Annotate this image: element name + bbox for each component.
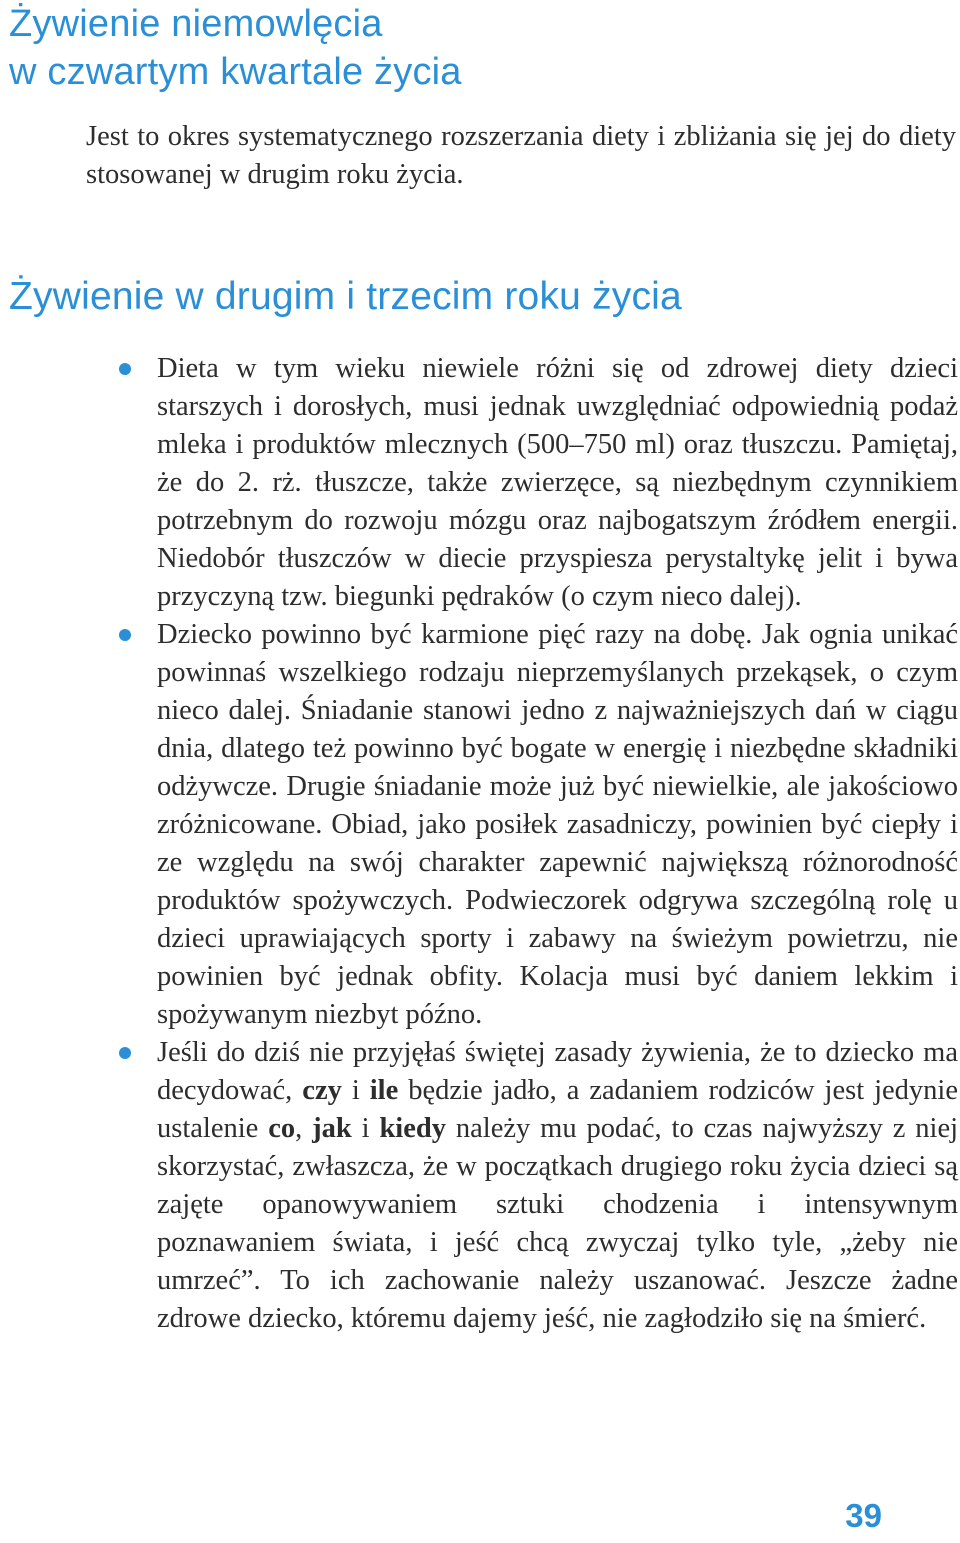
- bold-term: co: [268, 1113, 296, 1144]
- list-item-text-part: ,: [295, 1113, 313, 1144]
- bullet-dot-icon: [119, 363, 131, 375]
- section-title-line-1: Żywienie niemowlęcia: [9, 3, 383, 45]
- page-number: 39: [845, 1497, 882, 1534]
- bold-term: kiedy: [379, 1113, 446, 1144]
- bullet-dot-icon: [119, 629, 131, 641]
- bold-term: jak: [312, 1113, 352, 1144]
- bold-term: ile: [369, 1075, 399, 1106]
- section-title-toddler-nutrition: Żywienie w drugim i trzecim roku życia: [9, 275, 682, 318]
- section-title-line-2: w czwartym kwartale życia: [9, 51, 462, 93]
- list-item: [157, 1034, 958, 1338]
- list-item: [157, 350, 958, 616]
- list-item-text: Dziecko powinno być karmione pięć razy na dobę. Jak ognia unikać powinnaś wszelkiego rodzaju nieprzemyślanych przekąsek, o czym nieco dalej. Śniadanie stanowi jedno z najważniejszych dań w ciągu dnia, dlatego też powinno być bogate w energię i niezbędne składniki odżywcze. Drugie śniadanie może już być niewielkie, ale jakościowo zróżnicowane. Obiad, jako posiłek zasadniczy, powinien być ciepły i ze względu na swój charakter zapewnić największą różnorodność produktów spożywczych. Podwieczorek odgrywa szczególną rolę u dzieci uprawiających sporty i zabawy na świeżym powietrzu, nie powinien być jednak obfity. Kolacja musi być daniem lekkim i spożywanym niezbyt późno.: [157, 619, 958, 1030]
- list-item-text: Dieta w tym wieku niewiele różni się od zdrowej diety dzieci starszych i dorosłych, musi jednak uwzględniać odpowiednią podaż mleka i produktów mlecznych (500–750 ml) oraz tłuszczu. Pamiętaj, że do 2. rż. tłuszcze, także zwierzęce, są niezbędnym czynnikiem potrzebnym do rozwoju mózgu oraz najbogatszym źródłem energii. Niedobór tłuszczów w diecie przyspiesza perystaltykę jelit i bywa przyczyną tzw. biegunki pędraków (o czym nieco dalej).: [157, 353, 958, 612]
- bold-term: czy: [302, 1075, 342, 1106]
- bullet-list: [0, 350, 960, 1338]
- list-item-text-part: należy mu podać, to czas najwyższy z niej skorzystać, zwłaszcza, że w początkach drugiego roku życia dzieci są zajęte opanowywaniem sztuki chodzenia i intensywnym poznawaniem świata, i jeść chcą zwyczaj tylko tyle, „żeby nie umrzeć”. To ich zachowanie należy uszanować. Jeszcze żadne zdrowe dziecko, któremu dajemy jeść, nie zagłodziło się na śmierć.: [157, 1113, 959, 1334]
- list-item-text-part: Jeśli do dziś nie przyjęłaś świętej zasady żywienia, że to dziecko ma decydować,: [157, 1037, 958, 1106]
- list-item-text-part: i: [341, 1075, 370, 1106]
- list-item-text-part: będzie jadło, a zadaniem rodziców jest jedynie ustalenie: [157, 1075, 958, 1144]
- list-item-text-part: i: [351, 1113, 380, 1144]
- section-title-infant-nutrition: [9, 0, 462, 96]
- list-item: [157, 616, 958, 1034]
- bullet-dot-icon: [119, 1047, 131, 1059]
- intro-paragraph: Jest to okres systematycznego rozszerzania diety i zbliżania się jej do diety stosowanej w drugim roku życia.: [86, 121, 956, 190]
